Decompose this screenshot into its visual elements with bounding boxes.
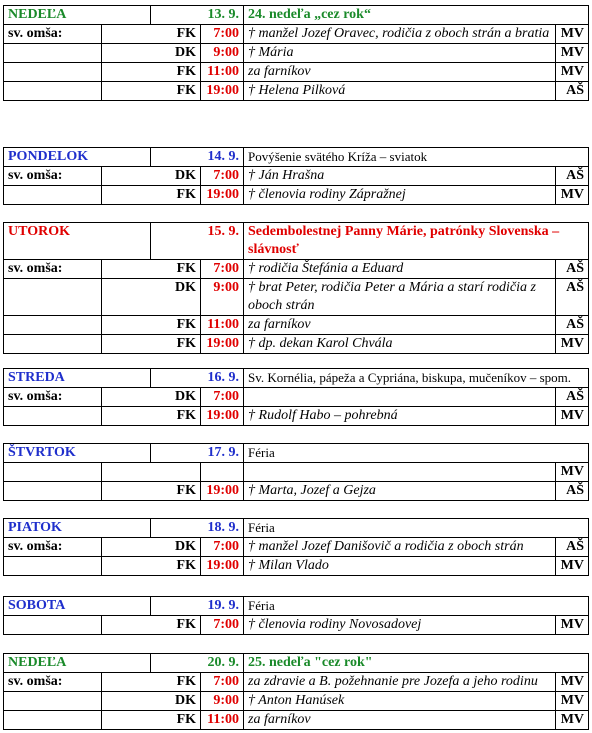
priest-code: AŠ	[556, 316, 589, 335]
mass-time: 11:00	[201, 711, 244, 730]
day-block	[3, 443, 589, 501]
day-header	[4, 148, 589, 167]
day-title: Povýšenie svätého Kríža – sviatok	[244, 148, 589, 167]
day-block	[3, 222, 589, 354]
mass-label	[4, 482, 102, 501]
day-block	[3, 653, 589, 730]
mass-label	[4, 335, 102, 354]
mass-label: sv. omša:	[4, 388, 102, 407]
mass-intention: † členovia rodiny Novosadovej	[244, 616, 556, 635]
church-code: FK	[102, 616, 201, 635]
mass-row	[4, 63, 589, 82]
priest-code: MV	[556, 25, 589, 44]
priest-code: MV	[556, 335, 589, 354]
mass-row	[4, 316, 589, 335]
mass-intention: † Marta, Jozef a Gejza	[244, 482, 556, 501]
mass-time: 19:00	[201, 82, 244, 101]
mass-time: 19:00	[201, 557, 244, 576]
mass-row	[4, 167, 589, 186]
church-code: DK	[102, 44, 201, 63]
mass-label: sv. omša:	[4, 673, 102, 692]
mass-time: 7:00	[201, 260, 244, 279]
mass-row	[4, 260, 589, 279]
priest-code: MV	[556, 673, 589, 692]
mass-time: 7:00	[201, 25, 244, 44]
day-date: 13. 9.	[151, 6, 244, 25]
day-name: NEDEĽA	[4, 6, 151, 25]
church-code: DK	[102, 167, 201, 186]
day-block	[3, 518, 589, 576]
priest-code: MV	[556, 63, 589, 82]
church-code	[102, 463, 201, 482]
church-code: FK	[102, 557, 201, 576]
mass-intention: † manžel Jozef Oravec, rodičia z oboch strán a bratia	[244, 25, 556, 44]
mass-label	[4, 407, 102, 426]
church-code: FK	[102, 25, 201, 44]
mass-label	[4, 692, 102, 711]
mass-intention: za farníkov	[244, 711, 556, 730]
mass-label	[4, 557, 102, 576]
mass-intention: † manžel Jozef Danišovič a rodičia z oboch strán	[244, 538, 556, 557]
priest-code: MV	[556, 557, 589, 576]
day-date: 15. 9.	[151, 223, 244, 260]
day-header	[4, 6, 589, 25]
mass-time: 19:00	[201, 186, 244, 205]
mass-row	[4, 711, 589, 730]
mass-label	[4, 44, 102, 63]
day-name: NEDEĽA	[4, 654, 151, 673]
mass-intention: za farníkov	[244, 316, 556, 335]
priest-code: AŠ	[556, 167, 589, 186]
day-block	[3, 147, 589, 205]
church-code: DK	[102, 538, 201, 557]
day-date: 19. 9.	[151, 597, 244, 616]
church-code: FK	[102, 63, 201, 82]
mass-row	[4, 463, 589, 482]
priest-code: AŠ	[556, 279, 589, 316]
day-title: Féria	[244, 444, 589, 463]
church-code: FK	[102, 82, 201, 101]
day-block	[3, 368, 589, 426]
mass-intention	[244, 388, 556, 407]
mass-label	[4, 616, 102, 635]
mass-label: sv. omša:	[4, 167, 102, 186]
day-title: Sv. Kornélia, pápeža a Cypriána, biskupa, mučeníkov – spom.	[244, 369, 589, 388]
mass-row	[4, 557, 589, 576]
church-code: DK	[102, 692, 201, 711]
mass-row	[4, 673, 589, 692]
mass-row	[4, 538, 589, 557]
day-title: 25. nedeľa "cez rok"	[244, 654, 589, 673]
mass-label	[4, 63, 102, 82]
priest-code: MV	[556, 692, 589, 711]
mass-row	[4, 279, 589, 316]
mass-label: sv. omša:	[4, 538, 102, 557]
mass-intention: † Rudolf Habo – pohrebná	[244, 407, 556, 426]
day-header	[4, 654, 589, 673]
church-code: FK	[102, 260, 201, 279]
mass-row	[4, 335, 589, 354]
church-code: FK	[102, 711, 201, 730]
church-code: DK	[102, 388, 201, 407]
priest-code: MV	[556, 44, 589, 63]
priest-code: AŠ	[556, 388, 589, 407]
mass-label	[4, 186, 102, 205]
mass-intention: † Mária	[244, 44, 556, 63]
mass-time: 11:00	[201, 63, 244, 82]
day-title: 24. nedeľa „cez rok“	[244, 6, 589, 25]
mass-row	[4, 692, 589, 711]
church-code: FK	[102, 316, 201, 335]
church-code: FK	[102, 482, 201, 501]
mass-time	[201, 463, 244, 482]
priest-code: AŠ	[556, 482, 589, 501]
mass-time: 7:00	[201, 616, 244, 635]
mass-row	[4, 82, 589, 101]
day-title: Féria	[244, 597, 589, 616]
priest-code: MV	[556, 711, 589, 730]
mass-time: 9:00	[201, 279, 244, 316]
mass-intention: † dp. dekan Karol Chvála	[244, 335, 556, 354]
day-block	[3, 596, 589, 635]
mass-time: 9:00	[201, 44, 244, 63]
day-header	[4, 223, 589, 260]
priest-code: MV	[556, 407, 589, 426]
mass-time: 7:00	[201, 167, 244, 186]
day-header	[4, 519, 589, 538]
day-name: PIATOK	[4, 519, 151, 538]
mass-row	[4, 482, 589, 501]
day-title: Féria	[244, 519, 589, 538]
church-code: FK	[102, 335, 201, 354]
mass-intention: † Anton Hanúsek	[244, 692, 556, 711]
mass-intention: † brat Peter, rodičia Peter a Mária a starí rodičia z oboch strán	[244, 279, 556, 316]
day-title: Sedembolestnej Panny Márie, patrónky Slovenska – slávnosť	[244, 223, 589, 260]
church-code: FK	[102, 673, 201, 692]
day-name: STREDA	[4, 369, 151, 388]
mass-time: 7:00	[201, 538, 244, 557]
mass-time: 7:00	[201, 388, 244, 407]
day-date: 16. 9.	[151, 369, 244, 388]
mass-row	[4, 616, 589, 635]
priest-code: AŠ	[556, 82, 589, 101]
priest-code: MV	[556, 616, 589, 635]
day-header	[4, 369, 589, 388]
mass-row	[4, 25, 589, 44]
day-name: UTOROK	[4, 223, 151, 260]
priest-code: AŠ	[556, 260, 589, 279]
mass-time: 19:00	[201, 335, 244, 354]
church-code: FK	[102, 186, 201, 205]
mass-intention: † rodičia Štefánia a Eduard	[244, 260, 556, 279]
mass-intention: † členovia rodiny Zápražnej	[244, 186, 556, 205]
day-date: 18. 9.	[151, 519, 244, 538]
mass-intention: † Milan Vlado	[244, 557, 556, 576]
mass-label	[4, 82, 102, 101]
day-name: ŠTVRTOK	[4, 444, 151, 463]
day-header	[4, 444, 589, 463]
mass-row	[4, 407, 589, 426]
church-code: DK	[102, 279, 201, 316]
mass-intention: † Helena Pilková	[244, 82, 556, 101]
mass-row	[4, 388, 589, 407]
mass-label	[4, 279, 102, 316]
mass-intention: za zdravie a B. požehnanie pre Jozefa a jeho rodinu	[244, 673, 556, 692]
mass-time: 19:00	[201, 482, 244, 501]
priest-code: MV	[556, 463, 589, 482]
mass-time: 11:00	[201, 316, 244, 335]
day-name: SOBOTA	[4, 597, 151, 616]
mass-label: sv. omša:	[4, 25, 102, 44]
day-date: 14. 9.	[151, 148, 244, 167]
mass-intention: za farníkov	[244, 63, 556, 82]
mass-time: 19:00	[201, 407, 244, 426]
mass-intention	[244, 463, 556, 482]
priest-code: MV	[556, 186, 589, 205]
day-block	[3, 5, 589, 101]
mass-label	[4, 463, 102, 482]
day-name: PONDELOK	[4, 148, 151, 167]
mass-label	[4, 316, 102, 335]
mass-label: sv. omša:	[4, 260, 102, 279]
mass-row	[4, 186, 589, 205]
mass-time: 7:00	[201, 673, 244, 692]
mass-intention: † Ján Hrašna	[244, 167, 556, 186]
day-header	[4, 597, 589, 616]
church-code: FK	[102, 407, 201, 426]
mass-label	[4, 711, 102, 730]
mass-time: 9:00	[201, 692, 244, 711]
day-date: 20. 9.	[151, 654, 244, 673]
priest-code: AŠ	[556, 538, 589, 557]
day-date: 17. 9.	[151, 444, 244, 463]
mass-row	[4, 44, 589, 63]
